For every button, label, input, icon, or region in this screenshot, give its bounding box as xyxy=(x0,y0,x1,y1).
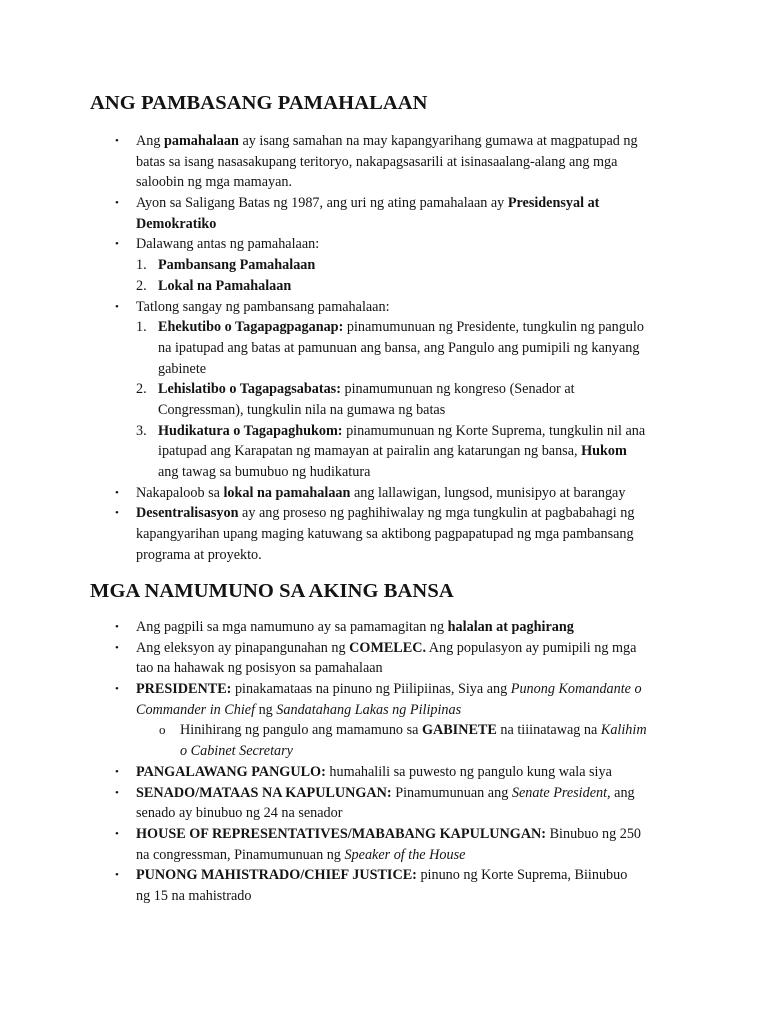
list-item: • PRESIDENTE: pinakamataas na pinuno ng Piilipiinas, Siya ang Punong Komandante o xyxy=(0,679,768,700)
section1-content: • Ang pamahalaan ay isang samahan na may kapangyarihang gumawa at magpatupad ng batas sa isang nasasakupang teritoryo, nakapagsasarili at isinasaalang-alang ang mga saloobin ng mga mamayan. • Ayon sa Saligang Batas ng 1987, ang uri ng ating pamahalaan ay Presidensyal at Demokratiko • Dalawang antas ng pamahalaan: 1. Pambansang Pamahalaan 2. Lokal na Pamahalaan • Tatlong sangay ng pambansang pamahalaan: 1. Ehekutibo o Tagapagpaganap: pinamumunuan ng Presidente, tungkulin ng pangulo na ipatupad ang batas at pamunuan ang bansa, ang Pangulo ang pumipili ng kanyang gabinete 2. Lehislatibo o Tagapagsabatas: pinamumunuan ng kongreso (Senador at Congressman), tungkulin nila na gumawa ng batas 3. Hudikatura o Tagapaghukom: pinamumunuan ng Korte Suprema, tungkulin nil ana ipatupad ang Karapatan ng mamayan at pairalin ang katarungan ng bansa, Hukom ang tawag sa bumubuo ng hudikatura • Nakapaloob sa lokal na pamahalaan ang lallawigan, lungsod, munisipyo at barangay • Desentralisasyon ay ang proseso ng paghihiwalay ng mga tungkulin at pagbabahagi ng kapangyarihan upang maging katuwang sa aktibong pagpapatupad ng mga pambansang programa at proyekto. xyxy=(0,131,768,565)
bullet-icon: • xyxy=(115,621,119,633)
list-item: • Ang pamahalaan ay isang samahan na may kapangyarihang gumawa at magpatupad ng xyxy=(0,131,768,152)
list-item: • Ayon sa Saligang Batas ng 1987, ang uri ng ating pamahalaan ay Presidensyal at xyxy=(0,193,768,214)
section-title-pambansang-pamahalaan: ANG PAMBASANG PAMAHALAAN xyxy=(90,92,428,114)
numbered-item: 2. Lokal na Pamahalaan xyxy=(136,277,292,294)
list-item: • Ang pagpili sa mga namumuno ay sa pamamagitan ng halalan at paghirang xyxy=(0,617,768,638)
bullet-icon: • xyxy=(115,135,119,147)
bullet-icon: • xyxy=(115,197,119,210)
bullet-icon: • xyxy=(115,765,119,778)
list-item: • Ang eleksyon ay pinapangunahan ng COMELEC. Ang populasyon ay pumipili ng mga xyxy=(0,638,768,659)
bullet-icon: • xyxy=(115,683,119,696)
list-item: • HOUSE OF REPRESENTATIVES/MABABANG KAPULUNGAN: Binubuo ng 250 xyxy=(0,824,768,845)
list-item: • Nakapaloob sa lokal na pamahalaan ang lallawigan, lungsod, munisipyo at barangay xyxy=(0,483,768,504)
section-title-mga-namumuno: MGA NAMUMUNO SA AKING BANSA xyxy=(90,580,454,602)
bullet-icon: • xyxy=(115,827,119,840)
list-item: • Tatlong sangay ng pambansang pamahalaan: xyxy=(0,297,768,318)
sub-list-item: o Hinihirang ng pangulo ang mamamuno sa GABINETE na tiiinatawag na Kalihim xyxy=(0,720,768,741)
list-item: • Desentralisasyon ay ang proseso ng paghihiwalay ng mga tungkulin at pagbabahagi ng xyxy=(0,503,768,524)
list-item: • PANGALAWANG PANGULO: humahalili sa puwesto ng pangulo kung wala siya xyxy=(0,762,768,783)
circle-bullet-icon: o xyxy=(159,722,166,738)
list-item: • Dalawang antas ng pamahalaan: xyxy=(0,234,768,255)
bullet-icon: • xyxy=(115,300,119,313)
numbered-item: 1. Ehekutibo o Tagapagpaganap: pinamumunuan ng Presidente, tungkulin ng pangulo xyxy=(136,319,644,336)
bullet-icon: • xyxy=(115,238,119,251)
list-item: • SENADO/MATAAS NA KAPULUNGAN: Pinamumunuan ang Senate President, ang xyxy=(0,783,768,804)
bullet-icon: • xyxy=(115,641,119,654)
bullet-icon: • xyxy=(115,486,119,499)
numbered-item: 3. Hudikatura o Tagapaghukom: pinamumunuan ng Korte Suprema, tungkulin nil ana xyxy=(136,422,646,439)
numbered-item: 1. Pambansang Pamahalaan xyxy=(136,257,316,274)
bullet-icon: • xyxy=(115,869,119,882)
section2-content: • Ang pagpili sa mga namumuno ay sa pamamagitan ng halalan at paghirang • Ang eleksyon ay pinapangunahan ng COMELEC. Ang populasyon ay pumipili ng mga tao na hahawak ng posisyon sa pamahalaan • PRESIDENTE: pinakamataas na pinuno ng Piilipiinas, Siya ang Punong Komandante o Commander in Chief ng Sandatahang Lakas ng Pilipinas o Hinihirang ng pangulo ang mamamuno sa GABINETE na tiiinatawag na Kalihim o Cabinet Secretary • PANGALAWANG PANGULO: humahalili sa puwesto ng pangulo kung wala siya • SENADO/MATAAS NA KAPULUNGAN: Pinamumunuan ang Senate President, ang senado ay binubuo ng 24 na senador • HOUSE OF REPRESENTATIVES/MABABANG KAPULUNGAN: Binubuo ng 250 na congressman, Pinamumunuan ng Speaker of the House • PUNONG MAHISTRADO/CHIEF JUSTICE: pinuno ng Korte Suprema, Biinubuo ng 15 na mahistrado xyxy=(0,617,768,907)
bullet-icon: • xyxy=(115,507,119,520)
bullet-icon: • xyxy=(115,786,119,799)
numbered-item: 2. Lehislatibo o Tagapagsabatas: pinamumunuan ng kongreso (Senador at xyxy=(136,381,575,398)
list-item: • PUNONG MAHISTRADO/CHIEF JUSTICE: pinuno ng Korte Suprema, Biinubuo xyxy=(0,865,768,886)
